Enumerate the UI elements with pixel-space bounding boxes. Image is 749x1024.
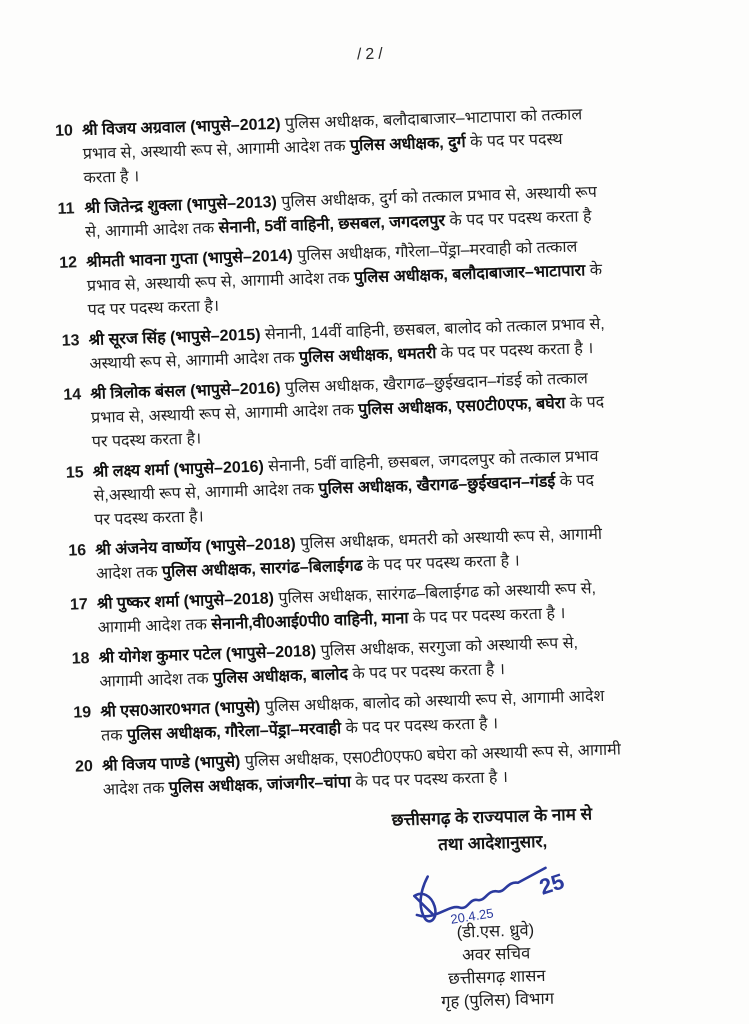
page-number: /2/ bbox=[356, 45, 387, 64]
signature-area bbox=[308, 857, 680, 935]
order-number: 19 bbox=[73, 704, 92, 722]
signature-flourish-25: 25 bbox=[536, 868, 568, 900]
order-number: 18 bbox=[71, 650, 90, 668]
order-number: 16 bbox=[68, 542, 87, 560]
order-text: श्री त्रिलोक बंसल (भापुसे–2016) पुलिस अधीक्षक, खैरागढ–छुईखदान–गंडई को तत्काल प्रभाव से, अस्थायी रूप से, आगामी आदेश तक पुलिस अधीक्षक, एस0टी0एफ, बघेरा के पद पर पदस्थ करता है। bbox=[90, 370, 605, 451]
order-number: 13 bbox=[61, 332, 80, 350]
order-number: 17 bbox=[69, 596, 89, 614]
signature-block bbox=[307, 799, 683, 1019]
order-item bbox=[55, 100, 695, 192]
order-number: 10 bbox=[54, 122, 74, 140]
order-text: श्री जितेन्द्र शुक्ला (भापुसे–2013) पुलिस अधीक्षक, दुर्ग को तत्काल प्रभाव से, अस्थायी रूप से, आगामी आदेश तक सेनानी, 5वीं वाहिनी, छसबल, जगदलपुर के पद पर पदस्थ करता है bbox=[84, 183, 598, 241]
order-text: श्री लक्ष्य शर्मा (भापुसे–2016) सेनानी, 5वीं वाहिनी, छसबल, जगदलपुर को तत्काल प्रभाव से,अस्थायी रूप से, आगामी आदेश तक पुलिस अधीक्षक, खैरागढ–छुईखदान–गंडई के पद पर पदस्थ करता है। bbox=[92, 447, 599, 529]
order-text: श्री विजय पाण्डे (भापुसे) पुलिस अधीक्षक, एस0टी0एफ0 बघेरा को अस्थायी रूप से, आगामी आदेश तक पुलिस अधीक्षक, जांजगीर–चांपा के पद पर पदस्थ करता है । bbox=[101, 741, 622, 799]
order-text: श्री अंजनेय वार्ष्णेय (भापुसे–2018) पुलिस अधीक्षक, धमतरी को अस्थायी रूप से, आगामी आदेश तक पुलिस अधीक्षक, सारगंढ–बिलाईगढ के पद पर पदस्थ करता है । bbox=[95, 525, 603, 583]
order-number: 20 bbox=[74, 758, 94, 776]
by-order-line-1: छत्तीसगढ़ के राज्यपाल के नाम से bbox=[391, 804, 593, 830]
order-number: 11 bbox=[57, 200, 75, 218]
order-text: श्री योगेश कुमार पटेल (भापुसे–2018) पुलिस अधीक्षक, सरगुजा को अस्थायी रूप से, आगामी आदेश तक पुलिस अधीक्षक, बालोद के पद पर पदस्थ करता है । bbox=[98, 634, 579, 691]
order-number: 14 bbox=[63, 386, 82, 404]
order-item bbox=[63, 364, 703, 456]
order-item bbox=[65, 442, 705, 534]
signatory-name: (डी.एस. ध्रुवे) bbox=[456, 921, 535, 942]
order-text: श्री सूरज सिंह (भापुसे–2015) सेनानी, 14वीं वाहिनी, छसबल, बालोद को तत्काल प्रभाव से, अस्थायी रूप से, आगामी आदेश तक पुलिस अधीक्षक, धमतरी के पद पर पदस्थ करता है । bbox=[88, 315, 605, 373]
order-text: श्री एस0आर0भगत (भापुसे) पुलिस अधीक्षक, बालोद को अस्थायी रूप से, आगामी आदेश तक पुलिस अधीक्षक, गौरेला–पेंड्रा–मरवाही के पद पर पदस्थ करता है । bbox=[100, 687, 605, 745]
order-text: श्री पुष्कर शर्मा (भापुसे–2018) पुलिस अधीक्षक, सारंगढ–बिलाईगढ को अस्थायी रूप से, आगामी आदेश तक सेनानी,वी0आई0पी0 वाहिनी, माना के पद पर पदस्थ करता है । bbox=[96, 580, 597, 637]
signature-date: 20.4.25 bbox=[449, 905, 495, 927]
by-order-text bbox=[307, 799, 678, 863]
transfer-order-list bbox=[55, 100, 714, 804]
order-text: श्री विजय अग्रवाल (भापुसे–2012) पुलिस अधीक्षक, बलौदाबाजार–भाटापारा को तत्काल प्रभाव से, अस्थायी रूप से, आगामी आदेश तक पुलिस अधीक्षक, दुर्ग के पद पर पदस्थ करता है । bbox=[81, 106, 583, 188]
signature-ink bbox=[403, 859, 595, 931]
order-text: श्रीमती भावना गुप्ता (भापुसे–2014) पुलिस अधीक्षक, गौरेला–पेंड्रा–मरवाही को तत्काल प्रभाव से, अस्थायी रूप से, आगामी आदेश तक पुलिस अधीक्षक, बलौदाबाजार–भाटापारा के पद पर पदस्थ करता है। bbox=[85, 238, 603, 319]
signatory-org: छत्तीसगढ़ शासन bbox=[447, 966, 546, 988]
signatory-dept: गृह (पुलिस) विभाग bbox=[440, 989, 555, 1012]
by-order-line-2: तथा आदेशानुसार, bbox=[437, 831, 548, 855]
order-number: 12 bbox=[58, 254, 78, 272]
order-item bbox=[59, 232, 699, 324]
signatory-title: अवर सचिव bbox=[461, 944, 531, 965]
order-number: 15 bbox=[65, 464, 84, 482]
